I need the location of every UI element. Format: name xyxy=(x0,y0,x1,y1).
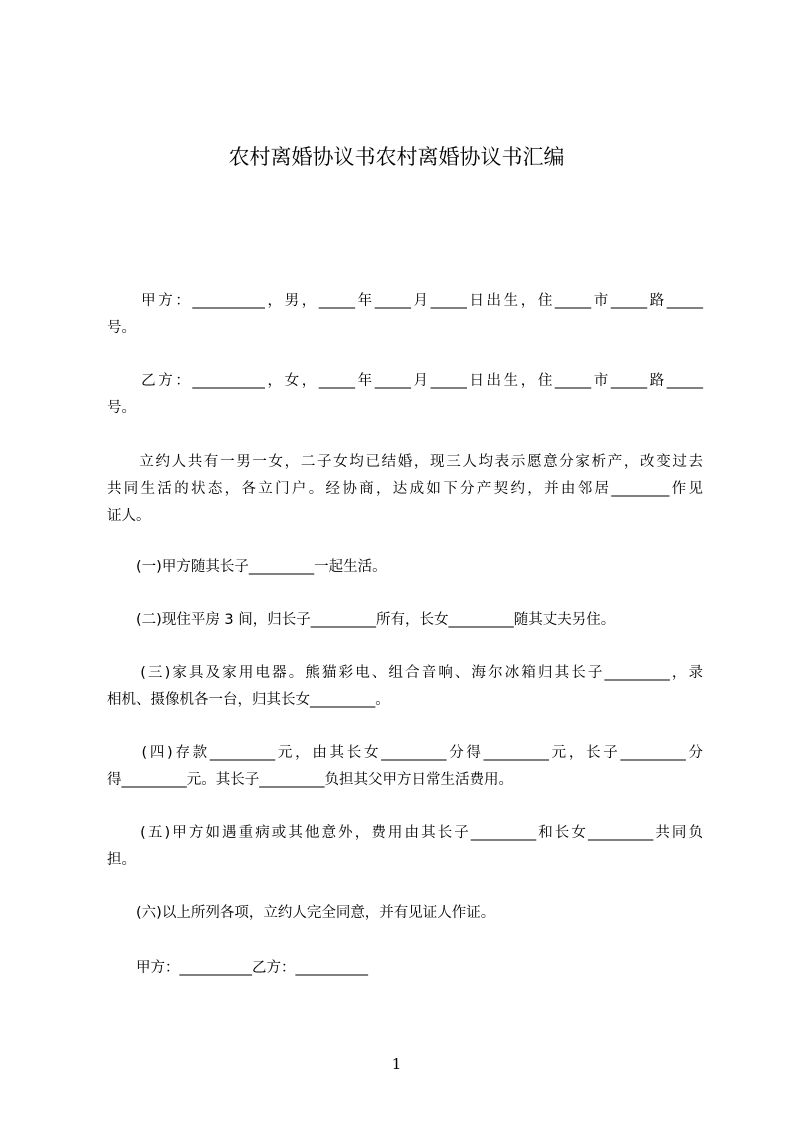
preamble-paragraph xyxy=(107,449,703,530)
text-line: 担。 xyxy=(107,852,136,868)
page-number: 1 xyxy=(391,1055,402,1073)
clause-1 xyxy=(107,554,703,581)
text-line: 证人。 xyxy=(107,508,151,524)
clause-3 xyxy=(107,660,703,714)
clause-6 xyxy=(107,900,703,927)
text-line: (二)现住平房 3 间，归长子_________所有，长女_________随其丈夫另住。 xyxy=(107,612,616,628)
clause-4 xyxy=(107,740,703,794)
party-b-paragraph xyxy=(107,368,703,422)
text-line: 乙方：__________，女，_____年_____月_____日出生，住_____市_____路_____ xyxy=(107,373,703,389)
clause-2 xyxy=(107,607,703,634)
text-line: 相机、摄像机各一台，归其长女_________。 xyxy=(107,692,390,708)
text-line: 号。 xyxy=(107,320,136,336)
text-line: 甲方：__________乙方：__________ xyxy=(107,960,368,976)
text-line: 得_________元。其长子_________负担其父甲方日常生活费用。 xyxy=(107,772,513,788)
signature-line xyxy=(107,955,703,982)
text-line: (六)以上所列各项，立约人完全同意，并有见证人作证。 xyxy=(107,905,496,921)
party-a-paragraph xyxy=(107,288,703,342)
text-line: 共同生活的状态，各立门户。经协商，达成如下分产契约，并由邻居________作见 xyxy=(107,481,703,497)
clause-5 xyxy=(107,820,703,874)
text-line: 号。 xyxy=(107,400,136,416)
text-line: (一)甲方随其长子_________一起生活。 xyxy=(107,559,387,575)
text-line: 立约人共有一男一女，二子女均已结婚，现三人均表示愿意分家析产，改变过去 xyxy=(107,454,703,470)
text-line: (四)存款_________元，由其长女_________分得_________元，长子_________分 xyxy=(107,745,703,761)
document-title: 农村离婚协议书农村离婚协议书汇编 xyxy=(228,145,565,169)
text-line: (三)家具及家用电器。熊猫彩电、组合音响、海尔冰箱归其长子_________，录 xyxy=(107,665,703,681)
text-line: (五)甲方如遇重病或其他意外，费用由其长子_________和长女_________共同负 xyxy=(107,825,703,841)
text-line: 甲方：__________，男，_____年_____月_____日出生，住_____市_____路_____ xyxy=(107,293,703,309)
